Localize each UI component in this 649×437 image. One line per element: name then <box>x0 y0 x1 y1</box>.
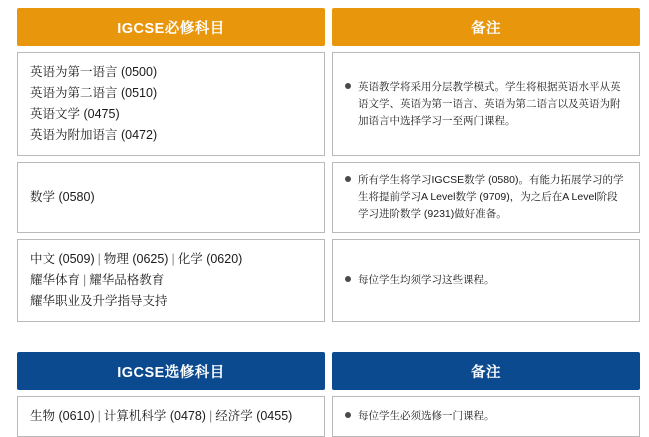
bullet-icon <box>345 176 351 182</box>
required-subjects-header: IGCSE必修科目 <box>17 8 325 46</box>
bullet-icon <box>345 276 351 282</box>
elective-subjects-table <box>10 352 647 437</box>
subject-cell-english <box>17 52 325 156</box>
note-text: 每位学生均须学习这些课程。 <box>358 274 495 286</box>
note-cell-math <box>332 162 640 233</box>
subject-line: 耀华职业及升学指导支持 <box>30 294 168 308</box>
table-row <box>17 239 640 322</box>
subject-line: 数学 (0580) <box>30 190 95 204</box>
subject-line: 英语文学 (0475) <box>30 107 120 121</box>
note-cell-english <box>332 52 640 156</box>
note-cell-others <box>332 239 640 322</box>
subject-line: 英语为附加语言 (0472) <box>30 128 158 142</box>
note-text-wrapper <box>345 172 627 223</box>
subject-line: 英语为第二语言 (0510) <box>30 86 158 100</box>
bullet-icon <box>345 412 351 418</box>
bullet-icon <box>345 83 351 89</box>
note-text: 所有学生将学习IGCSE数学 (0580)。有能力拓展学习的学生将提前学习A Level数学 (9709)，为之后在A Level阶段学习进阶数学 (9231)做好准备。 <box>358 174 624 220</box>
subject-cell-electives <box>17 396 325 437</box>
subject-line: 生物 (0610) | 计算机科学 (0478) | 经济学 (0455) <box>30 409 293 423</box>
required-notes-header: 备注 <box>332 8 640 46</box>
table-header-row <box>17 8 640 46</box>
table-row <box>17 52 640 156</box>
note-text: 英语教学将采用分层教学模式。学生将根据英语水平从英语文学、英语为第一语言、英语为第二语言以及英语为附加语言中选择学习一至两门课程。 <box>358 80 621 127</box>
table-row <box>17 162 640 233</box>
subject-line: 英语为第一语言 (0500) <box>30 65 158 79</box>
table-block-spacer <box>10 322 639 352</box>
note-text-wrapper <box>345 79 627 130</box>
elective-subjects-header: IGCSE选修科目 <box>17 352 325 390</box>
elective-notes-header: 备注 <box>332 352 640 390</box>
note-text-wrapper <box>345 408 627 425</box>
subject-line: 中文 (0509) | 物理 (0625) | 化学 (0620) <box>30 252 243 266</box>
subject-cell-math <box>17 162 325 233</box>
note-cell-electives <box>332 396 640 437</box>
subject-cell-others <box>17 239 325 322</box>
note-text-wrapper <box>345 272 627 289</box>
table-header-row <box>17 352 640 390</box>
subject-line: 耀华体育 | 耀华品格教育 <box>30 273 165 287</box>
required-subjects-table <box>10 8 647 322</box>
note-text: 每位学生必须选修一门课程。 <box>358 410 495 422</box>
table-row <box>17 396 640 437</box>
